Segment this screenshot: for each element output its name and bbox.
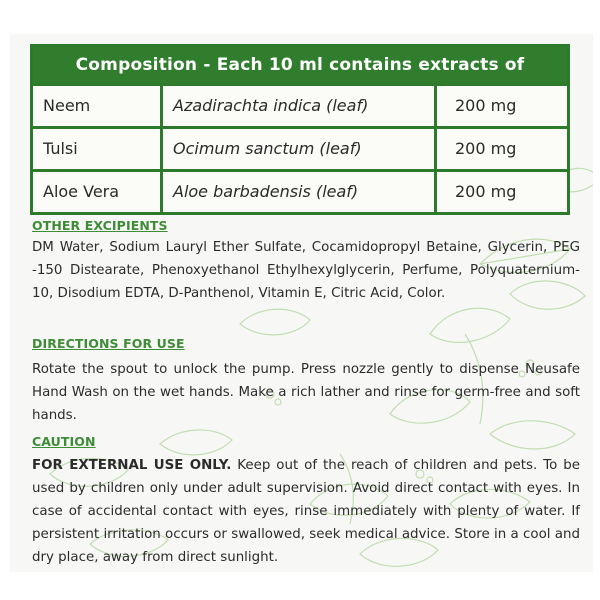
caution-text <box>32 454 580 569</box>
directions-title: DIRECTIONS FOR USE <box>32 336 185 351</box>
caution-title: CAUTION <box>32 434 96 449</box>
amount-cell: 200 mg <box>455 96 517 115</box>
botanical-name-cell: Ocimum sanctum (leaf) <box>163 129 437 169</box>
table-row <box>33 126 567 169</box>
table-row <box>33 169 567 212</box>
composition-table <box>30 44 570 215</box>
directions-text: Rotate the spout to unlock the pump. Press nozzle gently to dispense Neusafe Hand Wash on the wet hands. Make a rich lather and rinse for germ-free and soft hands. <box>32 362 580 423</box>
botanical-name-cell: Azadirachta indica (leaf) <box>163 86 437 126</box>
common-name-cell: Aloe Vera <box>33 172 163 212</box>
excipients-text: DM Water, Sodium Lauryl Ether Sulfate, Cocamidopropyl Betaine, Glycerin, PEG -150 Distearate, Phenoxyethanol Ethylhexylglycerin, Perfume, Polyquaternium-10, Disodium EDTA, D-Panthenol, Vitamin E, Citric Acid, Color. <box>32 240 580 301</box>
common-name-cell: Neem <box>33 86 163 126</box>
excipients-title: OTHER EXCIPIENTS <box>32 218 168 233</box>
amount-cell: 200 mg <box>455 182 517 201</box>
product-label <box>10 34 593 572</box>
botanical-name-cell: Aloe barbadensis (leaf) <box>163 172 437 212</box>
table-row <box>33 83 567 126</box>
composition-header: Composition - Each 10 ml contains extracts of <box>33 47 567 83</box>
external-use-warning: FOR EXTERNAL USE ONLY. <box>32 458 232 473</box>
common-name-cell: Tulsi <box>33 129 163 169</box>
amount-cell: 200 mg <box>455 139 517 158</box>
caution-body: Keep out of the reach of children and pets. To be used by children only under adult supervision. Avoid direct contact with eyes. In case of accidental contact with eyes, rinse immediately with plenty of water. If persistent irritation occurs or swallowed, seek medical advice. Store in a cool and dry place, away from direct sunlight. <box>32 458 580 565</box>
